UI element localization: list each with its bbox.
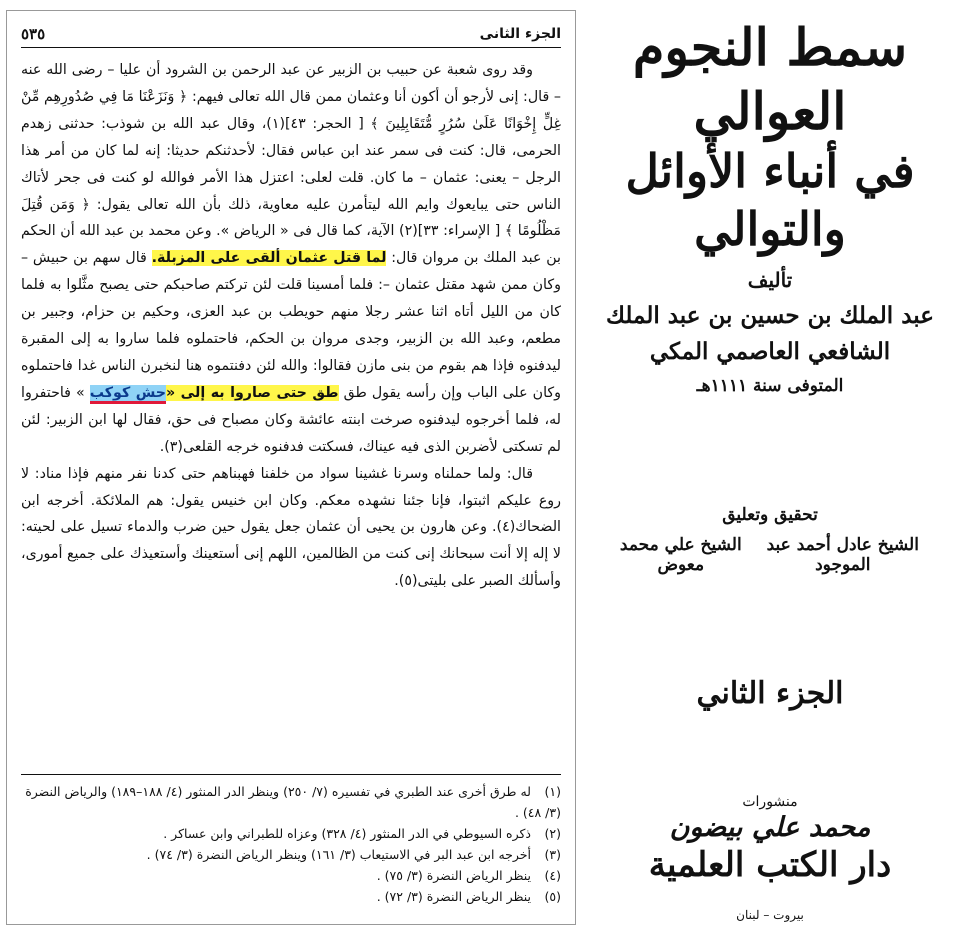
book-page: [6, 10, 576, 925]
book-subtitle: في أنباء الأوائل والتوالي: [625, 144, 915, 256]
paragraph-2: قال: ولما حملناه وسرنا غشينا سواد من خلفنا فهبناهم حتى كدنا نفر منهم فإذا مناد: لا روع عليكم اثبتوا، فإنا جئنا نشهده معكم. وكان ابن خنيس يقول: هم الملائكة. أخرجه ابن الضحاك(٤). وعن هارون بن يحيى أن عثمان جعل يقول حين ضرب والدماء تسيل على لحيته: لا إله إلا أنت سبحانك إنى كنت من الظالمين، اللهم إنى أستعينك وأستعيذك على جميع أمورى، وأسألك الصبر على بليتى(٥).: [21, 465, 561, 590]
footnote-number: (٥): [544, 889, 561, 904]
footnote-text: ينظر الرياض النضرة (٣/ ٧٥) .: [376, 868, 531, 883]
page-header: [21, 21, 561, 48]
footnotes: [21, 781, 561, 907]
footnote-2: [21, 823, 561, 844]
footnote-1: [21, 781, 561, 823]
publisher-label: منشورات: [742, 794, 798, 810]
footnote-text: ينظر الرياض النضرة (٣/ ٧٢) .: [376, 889, 531, 904]
highlight-yellow-1: لما قتل عثمان ألقى على المزبلة.: [151, 250, 387, 267]
footnote-text: له طرق أخرى عند الطبري في تفسيره (٧/ ٢٥٠) وينظر الدر المنثور (٤/ ١٨٨–١٨٩) والرياض النضرة (٣/ ٤٨) .: [25, 784, 561, 820]
highlight-cyan-hash-kawkab: حش كوكب: [90, 385, 166, 404]
paragraph-1-part-c: » فاحتفروا له، فلما أخرجوه ليدفنوه صرخت ابنته عائشة وكان مصباح فى حق، فقال لها ابن الزبير: لئن لم تسكتى لأضربن الذى فيه عيناك، فسكتت فدفنوه خرجه القلعى(٣).: [21, 384, 561, 455]
footnote-number: (٣): [544, 847, 561, 862]
footnote-number: (٢): [544, 826, 561, 841]
footnote-text: أخرجه ابن عبد البر في الاستيعاب (٣/ ١٦١) وينظر الرياض النضرة (٣/ ٧٤) .: [146, 847, 531, 862]
part-title: الجزء الثانى: [479, 26, 561, 42]
footnote-number: (٤): [544, 868, 561, 883]
footnote-text: ذكره السيوطي في الدر المنثور (٤/ ٣٢٨) وعزاه للطبراني وابن عساكر .: [163, 826, 531, 841]
editors: [580, 535, 960, 575]
book-title: سمط النجوم العوالي: [632, 18, 908, 142]
publisher-city: بيروت – لبنان: [736, 908, 804, 922]
footnote-number: (١): [544, 784, 561, 799]
publisher-logo: [580, 812, 960, 885]
volume-label: الجزء الثاني: [696, 676, 844, 711]
paragraph-1-part-b: قال سهم بن حبيش – وكان ممن شهد مقتل عثمان –: فلما أمسينا قلت لئن تركتم صاحبكم حتى يصبح مثَّلوا به فلما كان من الليل أتاه اثنا عشر رجلا منهم حويطب بن عبد العزى، وحكيم بن حزام، وجبير بن مطعم، وعبد الله بن الزبير، وجدى مروان بن الحكم، فاحتملوه فلما ساروا به إلى المقبرة ليدفنوه فإذا هم بقوم من بنى مازن فقالوا: والله لئن دفنتموه هنا لنخبرن الناس غدا فاحتملوه وكان على الباب وإن رأسه يقول طق: [21, 250, 561, 401]
author-name-line-1: عبد الملك بن حسين بن عبد الملك: [606, 302, 934, 329]
highlight-yellow-2: طق حتى صاروا به إلى «: [165, 384, 339, 401]
main-text: [21, 57, 561, 595]
footnote-4: [21, 865, 561, 886]
footnote-3: [21, 844, 561, 865]
editing-label: تحقيق وتعليق: [722, 505, 818, 525]
editor-1: الشيخ عادل أحمد عبد الموجود: [766, 535, 919, 575]
author-name-line-2: الشافعي العاصمي المكي: [649, 338, 891, 365]
editor-2: الشيخ علي محمد معوض: [619, 535, 742, 575]
page-number: ٥٣٥: [21, 25, 46, 43]
footnote-divider: [21, 774, 561, 775]
paragraph-1-part-a: وقد روى شعبة عن حبيب بن الزبير عن عبد الرحمن بن الشرود أن عليا – رضى الله عنه – قال: إنى لأرجو أن أكون أنا وعثمان ممن قال الله تعالى فيهم: ﴿ وَنَزَعْنَا مَا فِي صُدُورِهِم مِّنْ غِلٍّ إِخْوَانًا عَلَىٰ سُرُرٍ مُّتَقَابِلِينَ ﴾ [ الحجر: ٤٣](١)، وقال عبد الله بن شوذب: حدثنى زهدم الحرمى، قال: كنت فى سمر عند ابن عباس فقال: لأحدثنكم حديثا: إنه لما كان من أمر هذا الرجل – يعنى: عثمان – ما كان. قلت لعلى: اعتزل هذا الأمر فوالله لو كنت فى جحر لأتاك الناس حتى يبايعوك وايم الله ليتأمرن عليه معاوية، ذلك بأن الله تعالى يقول: ﴿ وَمَن قُتِلَ مَظْلُومًا ﴾ [ الإسراء: ٣٣](٢) الآية، كما قال فى « الرياض ». وعن محمد بن عبد الله أن الحكم بن عبد الملك بن مروان قال:: [21, 62, 561, 267]
book-cover: [580, 0, 960, 931]
footnote-5: [21, 886, 561, 907]
publisher-name: محمد علي بيضون: [669, 812, 871, 843]
authored-by-label: تأليف: [747, 268, 793, 292]
paragraph-1: [21, 57, 561, 461]
publisher-house: دار الكتب العلمية: [648, 845, 892, 885]
author-death-year: المتوفى سنة ١١١١هـ: [696, 376, 844, 396]
